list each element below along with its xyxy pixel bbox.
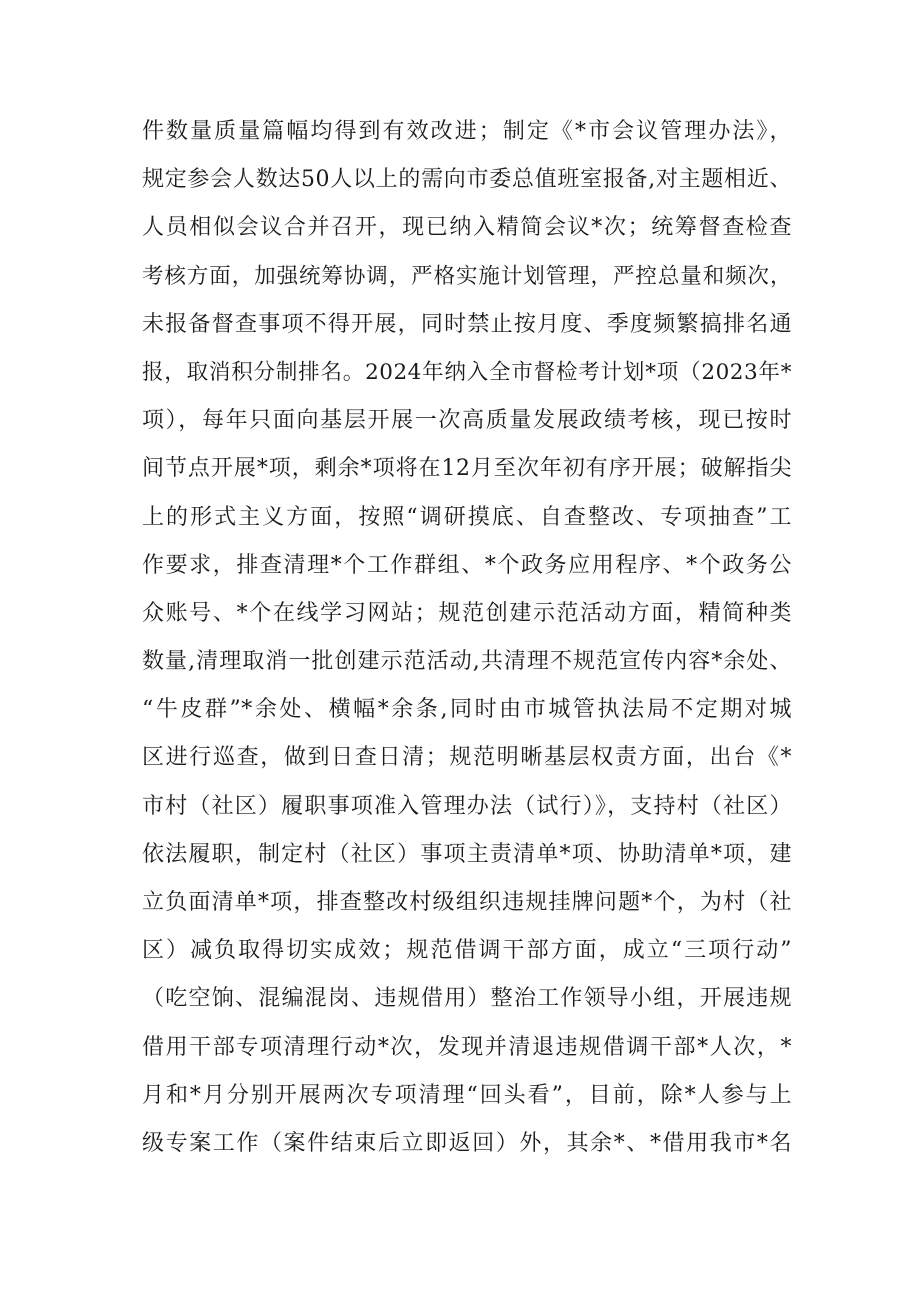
text-line: 作要求，排查清理*个工作群组、*个政务应用程序、*个政务公 [142, 552, 792, 578]
text-line: 区进行巡查，做到日查日清；规范明晰基层权责方面，出台《* [142, 745, 792, 771]
body-paragraph [142, 108, 792, 1168]
text-line: 区）减负取得切实成效；规范借调干部方面，成立“三项行动” [142, 938, 792, 964]
text-line: 依法履职，制定村（社区）事项主责清单*项、协助清单*项，建 [142, 841, 792, 867]
text-line: 考核方面，加强统筹协调，严格实施计划管理，严控总量和频次， [142, 263, 792, 289]
text-line: “牛皮群”*余处、横幅*余条,同时由市城管执法局不定期对城 [142, 697, 792, 723]
text-line: （吃空饷、混编混岗、违规借用）整治工作领导小组，开展违规 [142, 986, 792, 1012]
text-line: 众账号、*个在线学习网站；规范创建示范活动方面，精简种类 [142, 600, 792, 626]
text-line: 件数量质量篇幅均得到有效改进；制定《*市会议管理办法》， [142, 119, 792, 144]
text-line: 级专案工作（案件结束后立即返回）外，其余*、*借用我市*名 [142, 1130, 792, 1156]
text-line: 借用干部专项清理行动*次，发现并清退违规借调干部*人次，* [142, 1034, 792, 1060]
text-line: 月和*月分别开展两次专项清理“回头看”，目前，除*人参与上 [142, 1082, 792, 1108]
text-line: 人员相似会议合并召开，现已纳入精简会议*次；统筹督查检查 [142, 215, 792, 241]
text-line: 上的形式主义方面，按照“调研摸底、自查整改、专项抽查”工 [142, 504, 792, 530]
text-line: 规定参会人数达50人以上的需向市委总值班室报备,对主题相近、 [142, 167, 792, 193]
text-line: 项），每年只面向基层开展一次高质量发展政绩考核，现已按时 [142, 408, 792, 434]
text-line: 报，取消积分制排名。2024年纳入全市督检考计划*项（2023年* [142, 359, 792, 385]
text-line: 市村（社区）履职事项准入管理办法（试行）》，支持村（社区） [142, 793, 792, 819]
text-line: 间节点开展*项，剩余*项将在12月至次年初有序开展；破解指尖 [142, 456, 792, 482]
text-line: 未报备督查事项不得开展，同时禁止按月度、季度频繁搞排名通 [142, 311, 792, 337]
text-line: 数量,清理取消一批创建示范活动,共清理不规范宣传内容*余处、 [142, 649, 792, 675]
text-line: 立负面清单*项，排查整改村级组织违规挂牌问题*个，为村（社 [142, 890, 792, 915]
